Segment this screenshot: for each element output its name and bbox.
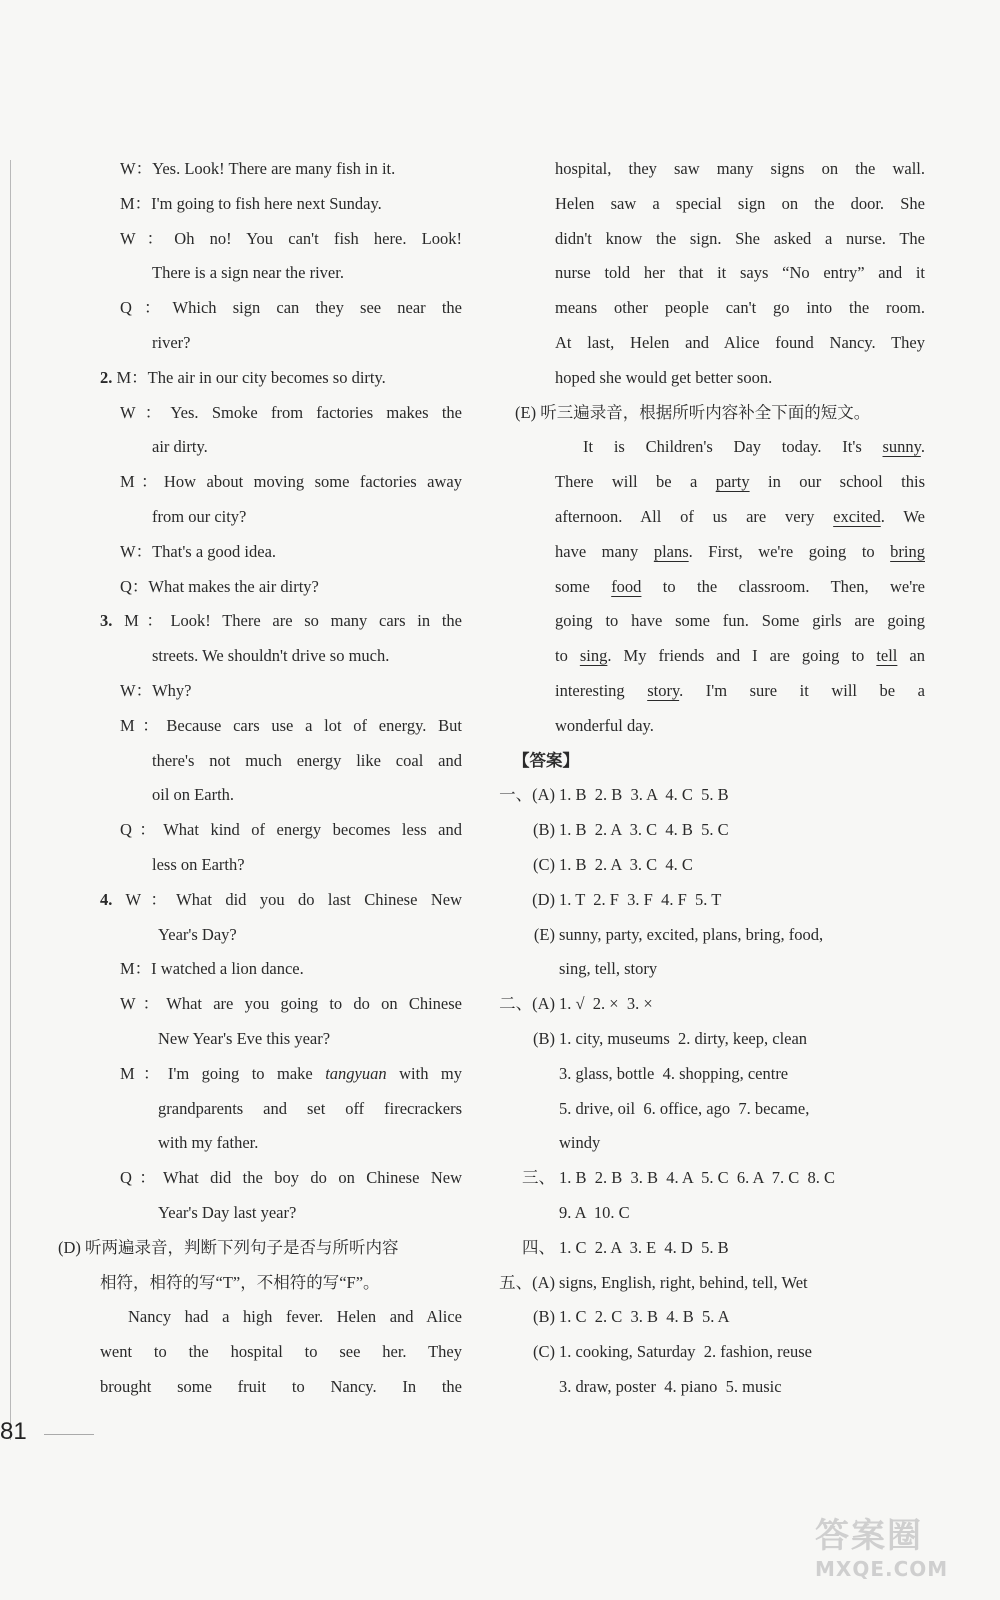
answer-line (533, 848, 925, 883)
dialogue-text: river? (152, 332, 191, 352)
answer-prefix: 二、(A) (499, 994, 555, 1014)
cloze-line: There will be a party in our school this (555, 472, 925, 492)
dialogue-line (100, 1092, 462, 1127)
answer-line (499, 1266, 925, 1301)
dialogue-text: I'm going to fish here next Sunday. (151, 193, 382, 213)
dialogue-text: That's a good idea. (152, 541, 277, 561)
dialogue-line (100, 952, 462, 987)
answer-text: 3. draw, poster 4. piano 5. music (559, 1376, 782, 1396)
answer-line (533, 1335, 925, 1370)
passage-line: didn't know the sign. She asked a nurse. The (555, 228, 925, 248)
cloze-line: It is Children's Day today. It's sunny. (583, 437, 925, 457)
answer-prefix: (C) (533, 1342, 555, 1362)
dialogue-text: Year's Day last year? (158, 1202, 297, 1222)
cloze-answer: tell (876, 646, 898, 666)
cloze-answer: bring (890, 541, 925, 561)
dialogue-line (100, 361, 462, 396)
cloze-line: some food to the classroom. Then, we're (555, 576, 925, 596)
section-d-instruction: (D) 听两遍录音，判断下列句子是否与所听内容 (58, 1237, 399, 1257)
dialogue-line (100, 813, 462, 848)
dialogue-text: oil on Earth. (152, 785, 235, 805)
cloze-answer: sing (579, 646, 608, 666)
speaker-label: Q： (120, 820, 164, 840)
speaker-label: W： (120, 994, 167, 1014)
cloze-answer: food (611, 576, 642, 596)
dialogue-text: There is a sign near the river. (152, 263, 344, 283)
dialogue-line (100, 326, 462, 361)
answer-text: 1. T 2. F 3. F 4. F 5. T (559, 889, 722, 909)
watermark-url: MXQE.COM (815, 1557, 949, 1581)
dialogue-line (100, 744, 462, 779)
page-number-dash (44, 1434, 94, 1435)
dialogue-line (100, 396, 462, 431)
answer-text: 9. A 10. C (559, 1202, 630, 1222)
dialogue-text: with my father. (158, 1133, 259, 1153)
dialogue-line (100, 1057, 462, 1092)
answer-line (555, 952, 925, 987)
answer-prefix: 四、 (522, 1237, 555, 1257)
answer-prefix: (C) (533, 854, 555, 874)
cloze-line: going to have some fun. Some girls are going (555, 611, 925, 631)
dialogue-line (100, 918, 462, 953)
answer-text: 1. C 2. C 3. B 4. B 5. A (559, 1307, 730, 1327)
dialogue-text: streets. We shouldn't drive so much. (152, 646, 390, 666)
answer-line (555, 1126, 925, 1161)
passage-line: brought some fruit to Nancy. In the (100, 1376, 462, 1396)
cloze-line: wonderful day. (555, 715, 654, 735)
answer-prefix: 三、 (522, 1168, 555, 1188)
question-number: 2. (100, 367, 113, 387)
passage-line: nurse told her that it says “No entry” and it (555, 263, 925, 283)
left-column (58, 152, 463, 1405)
dialogue-text: I'm going to make tangyuan with my (167, 1063, 463, 1083)
answer-line (533, 1300, 925, 1335)
page-number: 81 (0, 1418, 27, 1445)
answer-line (533, 813, 925, 848)
speaker-label: M： (112, 367, 148, 387)
dialogue-line (100, 987, 462, 1022)
dialogue-text: The air in our city becomes so dirty. (147, 367, 386, 387)
speaker-label: W： (120, 541, 153, 561)
speaker-label: Q： (120, 1168, 164, 1188)
watermark-text: 答案圈 (815, 1516, 923, 1556)
speaker-label: M： (120, 959, 152, 979)
cloze-line: to sing. My friends and I are going to tell an (555, 646, 925, 666)
answer-prefix: (B) (533, 820, 555, 840)
dialogue-text: Yes. Look! There are many fish in it. (152, 159, 396, 178)
question-number: 3. (100, 611, 113, 631)
answer-text: 1. B 2. A 3. C 4. C (559, 854, 693, 874)
section-d-instruction-cont: 相符，相符的写“T”，不相符的写“F”。 (100, 1272, 380, 1292)
dialogue-text: Because cars use a lot of energy. But (166, 715, 462, 735)
dialogue-line (100, 430, 462, 465)
answer-line (555, 1196, 925, 1231)
dialogue-line (100, 570, 462, 605)
answer-prefix: 五、(A) (499, 1272, 555, 1292)
cloze-answer: party (715, 472, 750, 492)
dialogue-text: grandparents and set off firecrackers (158, 1098, 462, 1118)
dialogue-line (100, 1022, 462, 1057)
dialogue-text: What did the boy do on Chinese New (163, 1168, 462, 1188)
answer-text: 1. cooking, Saturday 2. fashion, reuse (559, 1342, 812, 1362)
answer-line (499, 987, 925, 1022)
dialogue-line (100, 222, 462, 257)
dialogue-text: What makes the air dirty? (148, 576, 319, 596)
speaker-label: Q： (120, 298, 173, 318)
dialogue-text: Which sign can they see near the (172, 298, 462, 318)
speaker-label: M： (120, 715, 167, 735)
answer-line (533, 918, 925, 953)
answer-prefix: (B) (533, 1307, 555, 1327)
dialogue-line (100, 639, 462, 674)
answer-line (532, 883, 925, 918)
dialogue-line (100, 187, 462, 222)
passage-line: went to the hospital to see her. They (100, 1342, 462, 1362)
answer-text: 3. glass, bottle 4. shopping, centre (559, 1063, 789, 1083)
answer-text: 1. city, museums 2. dirty, keep, clean (559, 1028, 808, 1048)
dialogue-text: Look! There are so many cars in the (170, 611, 462, 631)
answer-text: 5. drive, oil 6. office, ago 7. became, (559, 1098, 810, 1118)
cloze-line: interesting story. I'm sure it will be a (555, 680, 925, 700)
watermark-logo (815, 1508, 985, 1588)
answer-text: 1. √ 2. × 3. × (559, 994, 653, 1014)
dialogue-line (100, 709, 462, 744)
dialogue-text: What kind of energy becomes less and (163, 820, 462, 840)
passage-line: hoped she would get better soon. (555, 367, 773, 387)
italic-word: tangyuan (325, 1063, 387, 1083)
answer-prefix: 一、(A) (499, 785, 555, 805)
dialogue-text: What are you going to do on Chinese (166, 994, 462, 1014)
dialogue-text: from our city? (152, 506, 247, 526)
cloze-answer: story (647, 680, 680, 700)
dialogue-line (100, 500, 462, 535)
answer-text: 1. C 2. A 3. E 4. D 5. B (559, 1237, 729, 1257)
cloze-answer: sunny (882, 437, 921, 457)
dialogue-line (100, 465, 462, 500)
passage-line: At last, Helen and Alice found Nancy. They (555, 332, 925, 352)
cloze-answer: excited (833, 506, 881, 526)
dialogue-text: there's not much energy like coal and (152, 750, 462, 770)
answer-line (522, 1231, 925, 1266)
speaker-label: W： (120, 228, 175, 248)
dialogue-line (100, 535, 462, 570)
dialogue-line (100, 152, 462, 187)
dialogue-text: Yes. Smoke from factories makes the (170, 402, 462, 422)
dialogue-line (100, 883, 462, 918)
speaker-label: W： (112, 889, 177, 909)
dialogue-text: Why? (152, 680, 192, 700)
speaker-label: M： (120, 472, 164, 492)
dialogue-line (100, 604, 462, 639)
speaker-label: M： (120, 1063, 168, 1083)
speaker-label: W： (120, 402, 171, 422)
dialogue-text: air dirty. (152, 437, 208, 457)
answer-prefix: (B) (533, 1028, 555, 1048)
answer-text: sunny, party, excited, plans, bring, food, (559, 924, 824, 944)
answer-text: signs, English, right, behind, tell, Wet (559, 1272, 808, 1292)
section-e-instruction: (E) 听三遍录音，根据所听内容补全下面的短文。 (515, 402, 871, 422)
passage-line: hospital, they saw many signs on the wall. (555, 159, 925, 178)
dialogue-text: I watched a lion dance. (151, 959, 304, 979)
dialogue-line (100, 1161, 462, 1196)
dialogue-transcript (100, 152, 462, 1231)
answer-text: windy (559, 1133, 601, 1153)
speaker-label: W： (120, 680, 153, 700)
answers-heading: 【答案】 (513, 750, 579, 770)
margin-line (10, 160, 11, 1440)
answer-line (555, 1092, 925, 1127)
dialogue-line (100, 1126, 462, 1161)
speaker-label: Q： (120, 576, 149, 596)
dialogue-text: New Year's Eve this year? (158, 1028, 331, 1048)
dialogue-line (100, 674, 462, 709)
dialogue-line (100, 256, 462, 291)
cloze-line: have many plans. First, we're going to bring (555, 541, 925, 561)
dialogue-line (100, 291, 462, 326)
answers-list (499, 778, 925, 1404)
cloze-answer: plans (653, 541, 689, 561)
passage-line: Nancy had a high fever. Helen and Alice (128, 1307, 462, 1327)
answer-text: 1. B 2. A 3. C 4. B 5. C (559, 820, 729, 840)
answer-text: 1. B 2. B 3. A 4. C 5. B (559, 785, 729, 805)
dialogue-text: What did you do last Chinese New (176, 889, 462, 909)
speaker-label: W： (120, 159, 153, 178)
answer-line (555, 1370, 925, 1405)
dialogue-text: less on Earth? (152, 854, 245, 874)
dialogue-line (100, 848, 462, 883)
answer-text: 1. B 2. B 3. B 4. A 5. C 6. A 7. C 8. C (559, 1168, 835, 1188)
answer-line (555, 1057, 925, 1092)
dialogue-text: How about moving some factories away (163, 472, 462, 492)
dialogue-text: Oh no! You can't fish here. Look! (174, 228, 462, 248)
cloze-line: afternoon. All of us are very excited. We (555, 506, 925, 526)
dialogue-text: Year's Day? (158, 924, 237, 944)
speaker-label: M： (112, 611, 171, 631)
answer-line (533, 1022, 925, 1057)
answer-prefix: (D) (532, 889, 555, 909)
answer-text: sing, tell, story (559, 959, 658, 979)
right-column (499, 152, 925, 1405)
passage-line: Helen saw a special sign on the door. She (555, 193, 925, 213)
dialogue-line (100, 1196, 462, 1231)
answer-line (522, 1161, 925, 1196)
dialogue-line (100, 778, 462, 813)
answer-line (499, 778, 925, 813)
passage-line: means other people can't go into the room. (555, 298, 925, 318)
speaker-label: M： (120, 193, 152, 213)
answer-prefix: (E) (533, 924, 555, 944)
question-number: 4. (100, 889, 113, 909)
